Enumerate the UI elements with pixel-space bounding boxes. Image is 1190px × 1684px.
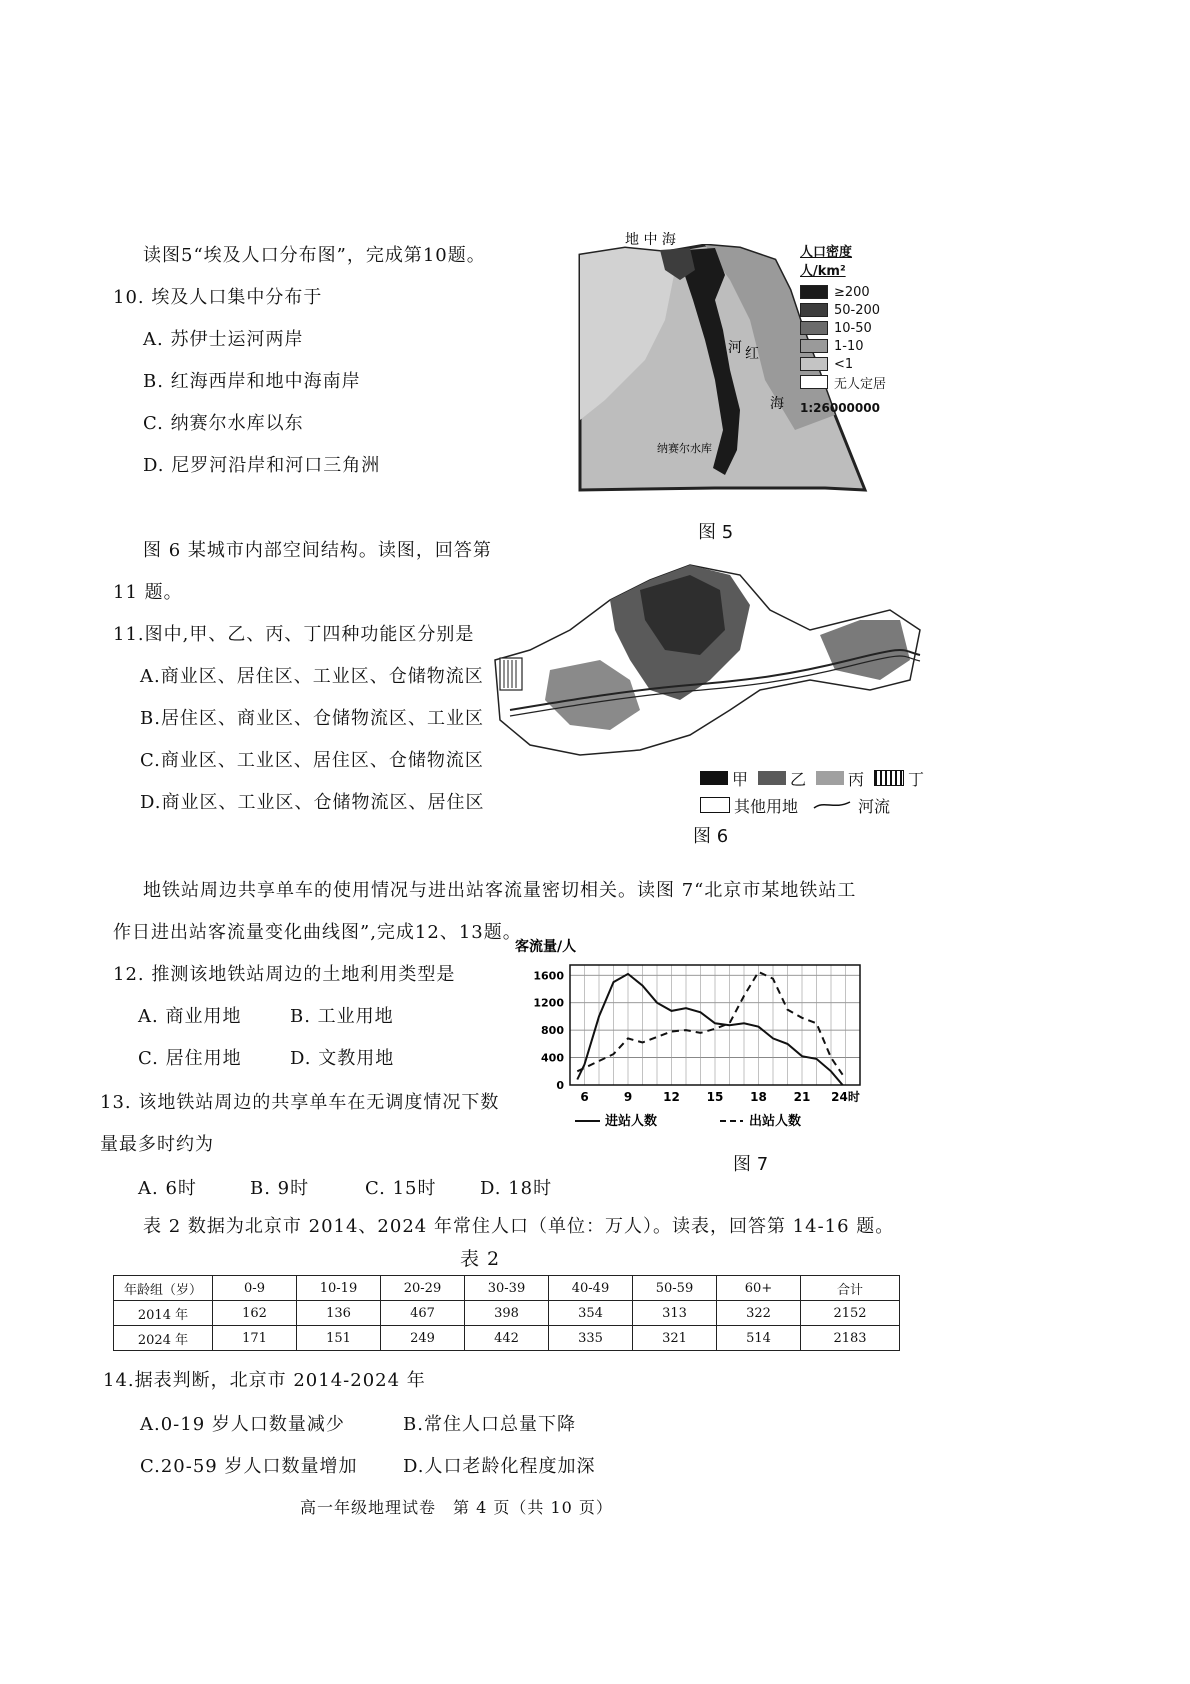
table-cell: 249 — [381, 1326, 465, 1351]
figure-5-legend — [800, 241, 900, 415]
table-cell: 2183 — [801, 1326, 900, 1351]
q14-stem: 14.据表判断，北京市 2014-2024 年 — [103, 1370, 426, 1391]
q14-option-a[interactable]: A.0-19 岁人口数量减少 — [140, 1414, 345, 1435]
table-cell: 354 — [549, 1301, 633, 1326]
legend-item — [800, 301, 900, 319]
q10-stem: 10. 埃及人口集中分布于 — [113, 287, 323, 308]
q13-option-b[interactable]: B. 9时 — [250, 1178, 310, 1199]
legend-river: 河流 — [858, 796, 891, 816]
legend-swatch-bing — [816, 771, 844, 785]
q10-option-a[interactable]: A. 苏伊士运河两岸 — [143, 329, 304, 350]
legend-swatch — [800, 321, 828, 335]
legend-item — [800, 283, 900, 301]
page-footer: 高一年级地理试卷 第 4 页（共 10 页） — [300, 1498, 613, 1517]
table-cell: 2014 年 — [114, 1301, 213, 1326]
table-title: 表 2 — [460, 1248, 501, 1270]
table-header-cell: 40-49 — [549, 1276, 633, 1301]
series-line-outbound — [577, 972, 842, 1075]
legend-swatch-yi — [758, 771, 786, 785]
chart-legend-outbound: 出站人数 — [749, 1114, 802, 1129]
q13-option-d[interactable]: D. 18时 — [480, 1178, 553, 1199]
intro-q11-line2: 11 题。 — [113, 582, 183, 603]
legend-label: <1 — [834, 356, 854, 372]
table-cell: 398 — [465, 1301, 549, 1326]
sea-label-mediterranean: 地 中 海 — [625, 232, 676, 248]
legend-ding: 丁 — [908, 769, 925, 789]
figure-6-caption: 图 6 — [693, 826, 729, 847]
q13-option-c[interactable]: C. 15时 — [365, 1178, 437, 1199]
legend-item — [800, 337, 900, 355]
chart-x-tick-label: 9 — [623, 1090, 633, 1104]
legend-unit: 人/km² — [800, 264, 846, 279]
legend-label: 1-10 — [834, 338, 864, 354]
chart-ylabel: 客流量/人 — [515, 939, 577, 955]
table-cell: 467 — [381, 1301, 465, 1326]
legend-item — [800, 319, 900, 337]
table-cell: 313 — [633, 1301, 717, 1326]
table-cell: 335 — [549, 1326, 633, 1351]
q14-option-b[interactable]: B.常住人口总量下降 — [403, 1414, 576, 1435]
q13-stem-line2: 量最多时约为 — [100, 1134, 214, 1155]
q12-option-c[interactable]: C. 居住用地 — [138, 1048, 242, 1069]
legend-bing: 丙 — [848, 769, 865, 789]
table-cell: 514 — [717, 1326, 801, 1351]
intro-q11-line1: 图 6 某城市内部空间结构。读图，回答第 — [143, 540, 492, 561]
table-header-cell: 60+ — [717, 1276, 801, 1301]
legend-item — [800, 355, 900, 373]
table-cell: 2024 年 — [114, 1326, 213, 1351]
table-header-cell: 50-59 — [633, 1276, 717, 1301]
legend-swatch — [800, 285, 828, 299]
chart-x-tick-label: 21 — [793, 1090, 811, 1104]
q13-option-a[interactable]: A. 6时 — [138, 1178, 197, 1199]
population-table — [113, 1275, 900, 1351]
table-cell: 151 — [297, 1326, 381, 1351]
table-header-cell: 年龄组（岁） — [114, 1276, 213, 1301]
q11-option-a[interactable]: A.商业区、居住区、工业区、仓储物流区 — [140, 666, 484, 687]
legend-swatch-jia — [700, 771, 728, 785]
q10-option-d[interactable]: D. 尼罗河沿岸和河口三角洲 — [143, 455, 381, 476]
q11-option-c[interactable]: C.商业区、工业区、居住区、仓储物流区 — [140, 750, 484, 771]
q11-stem: 11.图中,甲、乙、丙、丁四种功能区分别是 — [113, 624, 475, 645]
legend-label: ≥200 — [834, 284, 870, 300]
table-header-cell: 10-19 — [297, 1276, 381, 1301]
figure-6-city-map — [490, 560, 930, 760]
table-header-row — [114, 1276, 900, 1301]
table-row — [114, 1326, 900, 1351]
q14-option-c[interactable]: C.20-59 岁人口数量增加 — [140, 1456, 358, 1477]
q14-option-d[interactable]: D.人口老龄化程度加深 — [403, 1456, 596, 1477]
q12-option-b[interactable]: B. 工业用地 — [290, 1006, 394, 1027]
legend-swatch-other — [700, 797, 730, 813]
chart-y-tick-label: 0 — [556, 1079, 564, 1092]
figure-7-caption: 图 7 — [733, 1154, 769, 1175]
legend-other-land: 其他用地 — [734, 796, 799, 816]
figure-7-chart — [515, 915, 935, 1135]
figure-6-legend — [700, 767, 940, 817]
q11-option-b[interactable]: B.居住区、商业区、仓储物流区、工业区 — [140, 708, 484, 729]
chart-x-tick-label: 24时 — [831, 1090, 860, 1104]
table-row — [114, 1301, 900, 1326]
q10-option-b[interactable]: B. 红海西岸和地中海南岸 — [143, 371, 361, 392]
table-cell: 321 — [633, 1326, 717, 1351]
q11-option-d[interactable]: D.商业区、工业区、仓储物流区、居住区 — [140, 792, 485, 813]
chart-y-tick-label: 1600 — [533, 969, 564, 983]
red-sea-label-2: 海 — [770, 396, 784, 412]
legend-yi: 乙 — [790, 769, 807, 789]
table-cell: 162 — [213, 1301, 297, 1326]
river-label: 河 — [728, 340, 742, 356]
legend-item — [800, 373, 900, 391]
legend-jia: 甲 — [732, 769, 749, 789]
chart-x-tick-label: 12 — [663, 1090, 680, 1104]
legend-title: 人口密度 — [800, 245, 853, 260]
table-cell: 136 — [297, 1301, 381, 1326]
table-intro: 表 2 数据为北京市 2014、2024 年常住人口（单位：万人）。读表，回答第 14-16 题。 — [143, 1216, 895, 1237]
legend-label: 10-50 — [834, 320, 872, 336]
legend-label: 50-200 — [834, 302, 881, 318]
q12-stem: 12. 推测该地铁站周边的土地利用类型是 — [113, 964, 456, 985]
table-cell: 442 — [465, 1326, 549, 1351]
legend-label: 无人定居 — [834, 376, 887, 392]
legend-river-icon — [812, 798, 852, 812]
reservoir-label: 纳赛尔水库 — [657, 442, 712, 455]
chart-x-tick-label: 15 — [706, 1090, 724, 1104]
legend-swatch-ding — [874, 770, 904, 786]
legend-swatch — [800, 357, 828, 371]
intro-q12-line1: 地铁站周边共享单车的使用情况与进出站客流量密切相关。读图 7“北京市某地铁站工 — [143, 880, 857, 901]
q10-option-c[interactable]: C. 纳赛尔水库以东 — [143, 413, 304, 434]
chart-legend-inbound: 进站人数 — [605, 1114, 658, 1129]
table-header-cell: 合计 — [801, 1276, 900, 1301]
chart-y-tick-label: 400 — [541, 1051, 564, 1065]
legend-swatch — [800, 375, 828, 389]
q12-option-a[interactable]: A. 商业用地 — [138, 1006, 242, 1027]
chart-x-tick-label: 18 — [750, 1090, 767, 1104]
table-cell: 171 — [213, 1326, 297, 1351]
intro-q10: 读图5“埃及人口分布图”，完成第10题。 — [143, 245, 486, 266]
figure-5-caption: 图 5 — [698, 522, 734, 543]
red-sea-label-1: 红 — [745, 346, 759, 362]
table-header-cell: 30-39 — [465, 1276, 549, 1301]
q12-option-d[interactable]: D. 文教用地 — [290, 1048, 395, 1069]
legend-swatch — [800, 339, 828, 353]
table-cell: 2152 — [801, 1301, 900, 1326]
map-scale: 1:26000000 — [800, 401, 880, 415]
intro-q12-line2: 作日进出站客流量变化曲线图”,完成12、13题。 — [113, 922, 522, 943]
legend-swatch — [800, 303, 828, 317]
chart-x-tick-label: 6 — [580, 1090, 589, 1104]
chart-y-tick-label: 800 — [541, 1024, 564, 1038]
table-header-cell: 20-29 — [381, 1276, 465, 1301]
table-header-cell: 0-9 — [213, 1276, 297, 1301]
table-cell: 322 — [717, 1301, 801, 1326]
q13-stem-line1: 13. 该地铁站周边的共享单车在无调度情况下数 — [100, 1092, 500, 1113]
chart-y-tick-label: 1200 — [533, 996, 564, 1010]
